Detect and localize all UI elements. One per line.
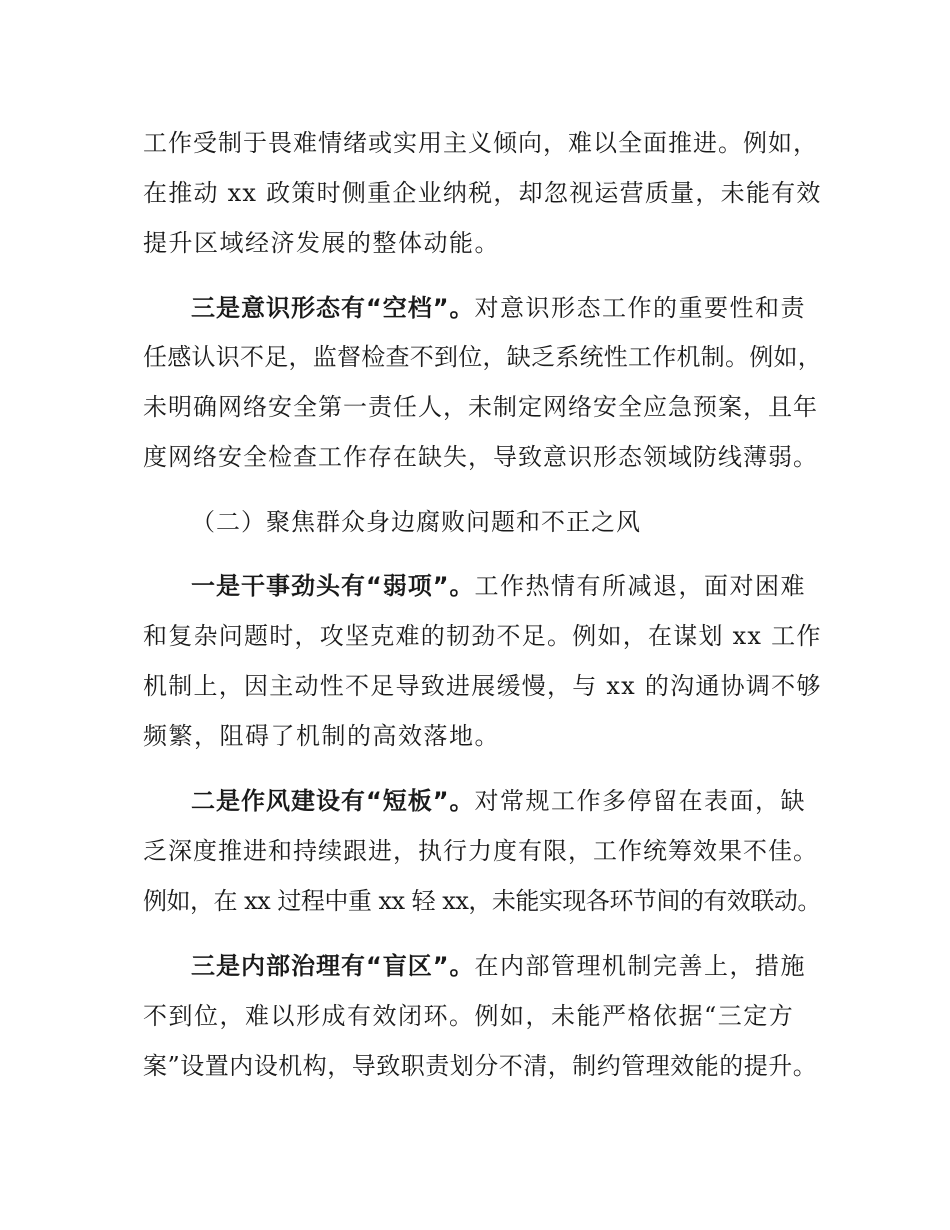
- paragraph-2-title: 三是意识形态有“空档”。: [191, 294, 475, 322]
- paragraph-1-line-3: 提升区域经济发展的整体动能。: [143, 229, 500, 257]
- paragraph-5-line-2: 不到位，难以形成有效闭环。例如，未能严格依据“三定方: [143, 1002, 795, 1030]
- paragraph-2-line-2: 任感认识不足，监督检查不到位，缺乏系统性工作机制。例如，: [143, 343, 822, 371]
- paragraph-4-line-2: 乏深度推进和持续跟进，执行力度有限，工作统筹效果不佳。: [143, 837, 818, 865]
- paragraph-3-line-1-text: 工作热情有所减退，面对困难: [474, 572, 807, 600]
- paragraph-2-line-4: 度网络安全检查工作存在缺失，导致意识形态领域防线薄弱。: [143, 443, 818, 471]
- paragraph-5-line-3: 案”设置内设机构，导致职责划分不清，制约管理效能的提升。: [143, 1052, 818, 1080]
- paragraph-3-title: 一是干事劲头有“弱项”。: [191, 572, 475, 600]
- paragraph-4-title: 二是作风建设有“短板”。: [191, 787, 475, 815]
- paragraph-2-line-3: 未明确网络安全第一责任人，未制定网络安全应急预案，且年: [143, 393, 818, 421]
- paragraph-5-line-1-text: 在内部管理机制完善上，措施: [474, 952, 807, 980]
- section-heading: （二）聚焦群众身边腐败问题和不正之风: [191, 508, 641, 536]
- paragraph-2-line-1-text: 对意识形态工作的重要性和责: [474, 294, 807, 322]
- paragraph-1-line-1: 工作受制于畏难情绪或实用主义倾向，难以全面推进。例如，: [143, 129, 818, 157]
- paragraph-4-line-1-text: 对常规工作多停留在表面，缺: [474, 787, 807, 815]
- paragraph-2-line-1: [191, 290, 806, 326]
- paragraph-5-title: 三是内部治理有“盲区”。: [191, 952, 475, 980]
- paragraph-5-line-1: [191, 948, 806, 984]
- paragraph-3-line-2: 和复杂问题时，攻坚克难的韧劲不足。例如，在谋划 xx 工作: [143, 622, 822, 650]
- paragraph-4-line-3: 例如，在 xx 过程中重 xx 轻 xx，未能实现各环节间的有效联动。: [143, 887, 821, 915]
- paragraph-1-line-2: 在推动 xx 政策时侧重企业纳税，却忽视运营质量，未能有效: [143, 179, 822, 207]
- paragraph-4-line-1: [191, 783, 806, 819]
- paragraph-3-line-1: [191, 568, 806, 604]
- paragraph-3-line-4: 频繁，阻碍了机制的高效落地。: [143, 722, 500, 750]
- paragraph-3-line-3: 机制上，因主动性不足导致进展缓慢，与 xx 的沟通协调不够: [143, 672, 822, 700]
